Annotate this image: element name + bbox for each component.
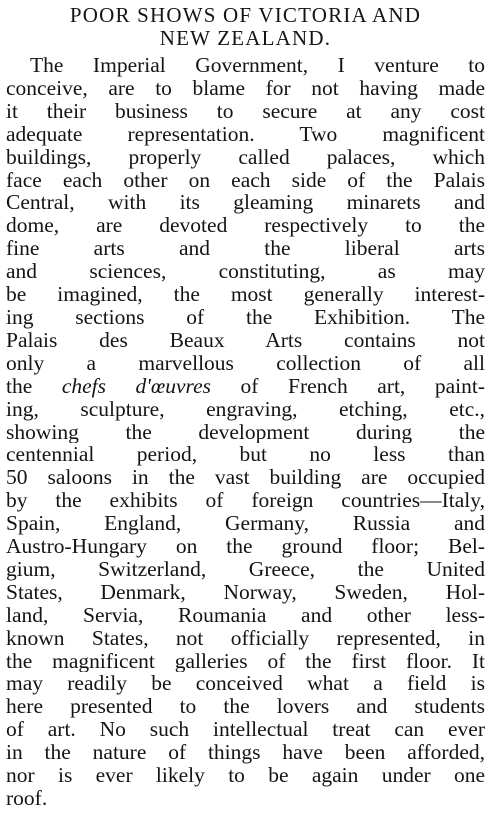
- body-line: Palais des Beaux Arts contains not: [6, 328, 485, 352]
- article-headline: [6, 4, 485, 50]
- body-line: land, Servia, Roumania and other less-: [6, 603, 485, 627]
- body-line: by the exhibits of foreign countries—Italy,: [6, 489, 485, 513]
- body-line: showing the development during the: [6, 420, 485, 444]
- body-line: the magnificent galleries of the first floor. It: [6, 649, 485, 673]
- body-line: Central, with its gleaming minarets and: [6, 191, 485, 215]
- body-line-last: roof.: [6, 787, 48, 810]
- body-line: in the nature of things have been afforded,: [6, 741, 485, 765]
- line-prefix: the: [6, 374, 62, 398]
- body-line: it their business to secure at any cost: [6, 99, 485, 123]
- body-line: only a marvellous collection of all: [6, 351, 485, 375]
- line-remainder: of French art, paint-: [240, 374, 485, 398]
- body-line: may readily be conceived what a field is: [6, 672, 485, 696]
- body-line-with-italic: [6, 375, 485, 398]
- headline-line-1: POOR SHOWS OF VICTORIA AND: [69, 3, 422, 27]
- body-line: dome, are devoted respectively to the: [6, 214, 485, 238]
- body-line: centennial period, but no less than: [6, 443, 485, 467]
- body-line: buildings, properly called palaces, which: [6, 145, 485, 169]
- body-line: and sciences, constituting, as may: [6, 260, 485, 284]
- body-line: conceive, are to blame for not having made: [6, 76, 485, 100]
- body-line: fine arts and the liberal arts: [6, 237, 485, 261]
- article-body: [6, 54, 485, 810]
- body-line: nor is ever likely to be again under one: [6, 764, 485, 787]
- body-line: of art. No such intellectual treat can ever: [6, 718, 485, 742]
- body-line: gium, Switzerland, Greece, the United: [6, 557, 485, 581]
- body-line: ing, sculpture, engraving, etching, etc.,: [6, 397, 485, 421]
- body-line: known States, not officially represented, in: [6, 626, 485, 650]
- italic-phrase: chefs d'œuvres: [61, 374, 211, 398]
- body-line: adequate representation. Two magnificent: [6, 122, 485, 146]
- body-line: ing sections of the Exhibition. The: [6, 305, 485, 329]
- body-line: face each other on each side of the Palais: [6, 168, 485, 192]
- body-line: Spain, England, Germany, Russia and: [6, 512, 485, 536]
- body-line: The Imperial Government, I venture to: [30, 54, 485, 77]
- body-line: be imagined, the most generally interest-: [6, 283, 485, 306]
- headline-line-2: NEW ZEALAND.: [159, 26, 332, 50]
- body-line: States, Denmark, Norway, Sweden, Hol-: [6, 580, 485, 604]
- body-line: Austro-Hungary on the ground floor; Bel-: [6, 535, 485, 558]
- body-line: 50 saloons in the vast building are occupied: [6, 466, 485, 490]
- body-line: here presented to the lovers and students: [6, 695, 485, 719]
